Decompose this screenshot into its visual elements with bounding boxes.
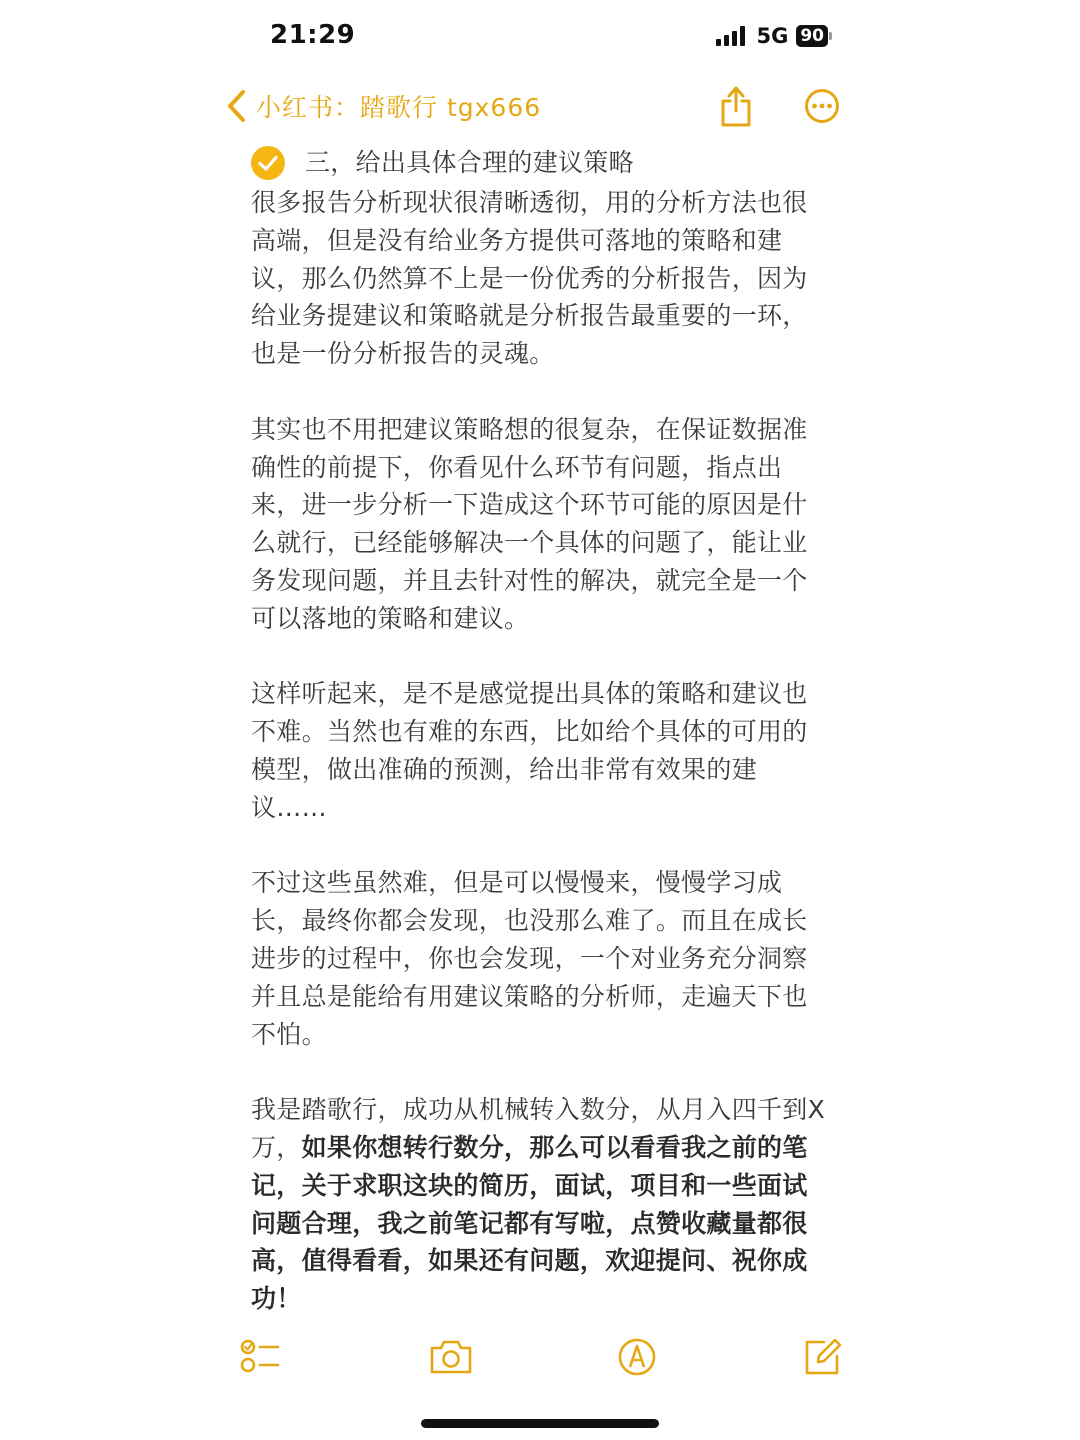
back-label: 小红书：踏歌行 tgx666 bbox=[256, 93, 542, 122]
battery-icon bbox=[796, 25, 832, 47]
checklist-item-label: 三，给出具体合理的建议策略 bbox=[305, 148, 634, 178]
note-body[interactable] bbox=[251, 142, 831, 1356]
camera-icon[interactable] bbox=[428, 1334, 474, 1380]
cellular-signal-icon bbox=[716, 26, 748, 46]
more-options-icon[interactable] bbox=[804, 88, 840, 124]
checked-circle-icon[interactable] bbox=[251, 146, 285, 180]
note-paragraph-final bbox=[251, 1091, 831, 1318]
note-paragraph: 很多报告分析现状很清晰透彻，用的分析方法也很高端，但是没有给业务方提供可落地的策略和建议，那么仍然算不上是一份优秀的分析报告，因为给业务提建议和策略就是分析报告最重要的一环，也是一份分析报告的灵魂。 bbox=[251, 188, 808, 369]
checklist-icon[interactable] bbox=[238, 1334, 284, 1380]
nav-bar bbox=[0, 76, 1080, 140]
share-icon[interactable] bbox=[718, 84, 754, 128]
home-indicator[interactable] bbox=[421, 1419, 659, 1428]
status-bar bbox=[0, 0, 1080, 76]
note-paragraph: 这样听起来，是不是感觉提出具体的策略和建议也不难。当然也有难的东西，比如给个具体的可用的模型，做出准确的预测，给出非常有效果的建议…… bbox=[251, 679, 808, 822]
battery-level: 90 bbox=[796, 25, 828, 47]
chevron-left-icon bbox=[226, 89, 246, 123]
status-time: 21:29 bbox=[270, 20, 356, 50]
note-paragraph: 其实也不用把建议策略想的很复杂，在保证数据准确性的前提下，你看见什么环节有问题，指点出来，进一步分析一下造成这个环节可能的原因是什么就行，已经能够解决一个具体的问题了，能让业务发现问题，并且去针对性的解决，就完全是一个可以落地的策略和建议。 bbox=[251, 414, 808, 633]
network-type: 5G bbox=[756, 24, 789, 48]
status-indicators bbox=[716, 24, 832, 48]
battery-cap bbox=[829, 32, 832, 40]
markup-icon[interactable] bbox=[614, 1334, 660, 1380]
bold-text: 如果你想转行数分，那么可以看看我之前的笔记，关于求职这块的简历，面试，项目和一些面试问题合理，我之前笔记都有写啦，点赞收藏量都很高，值得看看，如果还有问题，欢迎提问、祝你成功！ bbox=[251, 1132, 808, 1314]
compose-icon[interactable] bbox=[800, 1334, 846, 1380]
checklist-item bbox=[251, 142, 831, 184]
intro-text: 我是踏歌行，成功从机械转入数分，从月入四千到X万， bbox=[251, 1095, 826, 1162]
note-paragraph: 不过这些虽然难，但是可以慢慢来，慢慢学习成长，最终你都会发现，也没那么难了。而且在成长进步的过程中，你也会发现，一个对业务充分洞察并且总是能给有用建议策略的分析师，走遍天下也不怕。 bbox=[251, 868, 808, 1049]
back-button[interactable] bbox=[226, 88, 541, 124]
bottom-toolbar bbox=[0, 1330, 1080, 1386]
